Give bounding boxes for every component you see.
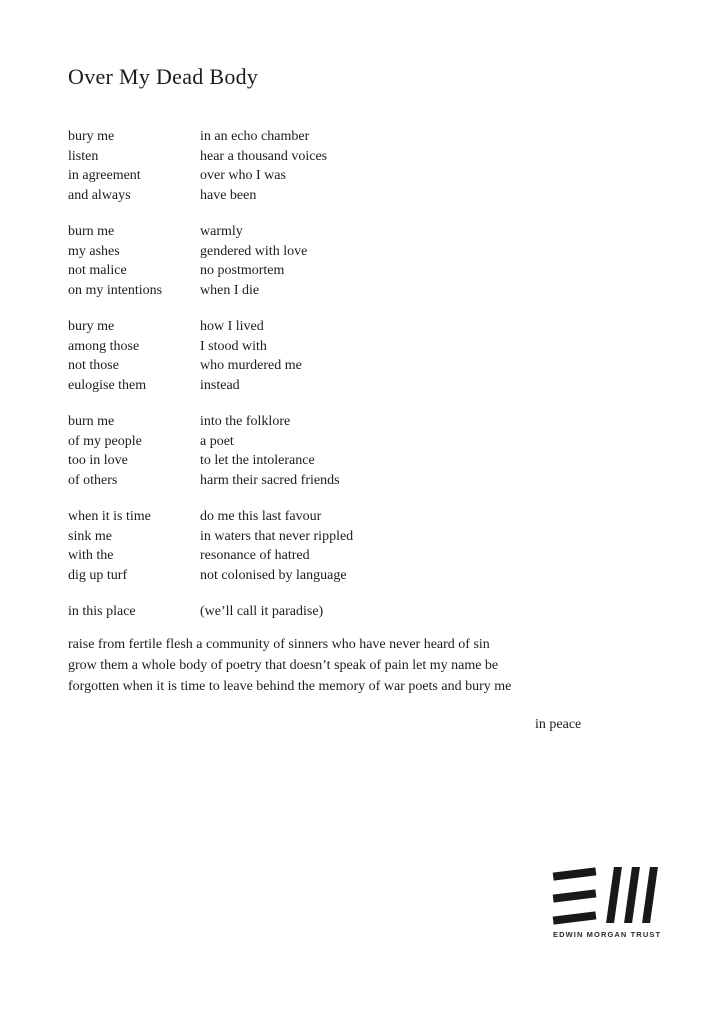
poem-right-phrase: no postmortem bbox=[200, 263, 285, 278]
poem-right-phrase: warmly bbox=[200, 224, 243, 239]
poem-line bbox=[68, 127, 353, 147]
poem-left-phrase: with the bbox=[68, 548, 114, 563]
poem-left-phrase: burn me bbox=[68, 224, 115, 239]
poem-line bbox=[68, 451, 353, 471]
poem-line bbox=[68, 186, 353, 206]
poem-line bbox=[68, 566, 353, 586]
poem-line bbox=[68, 222, 353, 242]
poem-line bbox=[68, 507, 353, 527]
poem-line bbox=[68, 412, 353, 432]
poem-line bbox=[68, 546, 353, 566]
poem-left-phrase: in this place bbox=[68, 604, 136, 619]
poem-right-phrase: resonance of hatred bbox=[200, 548, 310, 563]
poem-line bbox=[68, 166, 353, 186]
poem-line bbox=[68, 337, 353, 357]
poem-line bbox=[68, 376, 353, 396]
poem-left-phrase: and always bbox=[68, 187, 131, 203]
closing-line: grow them a whole body of poetry that doesn’t speak of pain let my name be bbox=[68, 658, 499, 673]
poem-left-phrase: burn me bbox=[68, 414, 115, 429]
poem-right-phrase: I stood with bbox=[200, 338, 267, 354]
poem-left-phrase: listen bbox=[68, 148, 99, 164]
poem-right-phrase: in waters that never rippled bbox=[200, 528, 354, 544]
poem-line bbox=[68, 261, 353, 281]
poem-line bbox=[68, 527, 353, 547]
logo-e-bar bbox=[553, 867, 597, 880]
poem-left-phrase: too in love bbox=[68, 453, 128, 468]
poem-right-phrase: instead bbox=[200, 377, 240, 393]
poem-right-phrase: to let the intolerance bbox=[200, 453, 315, 468]
poem-left-phrase: of others bbox=[68, 472, 118, 488]
closing-line: raise from fertile flesh a community of sinners who have never heard of sin bbox=[68, 637, 490, 652]
edwin-morgan-trust-logo bbox=[553, 866, 662, 941]
poem-line bbox=[68, 471, 353, 491]
poem-line bbox=[68, 242, 353, 262]
logo-m-bar bbox=[642, 867, 658, 923]
stanza-1 bbox=[68, 127, 353, 205]
poem-line bbox=[68, 317, 353, 337]
stanza-5 bbox=[68, 507, 353, 585]
poem-right-phrase: when I die bbox=[200, 282, 260, 298]
signoff-text: in peace bbox=[535, 717, 582, 732]
poem-left-phrase: dig up turf bbox=[68, 567, 128, 583]
stanza-6 bbox=[68, 602, 353, 622]
poem-line bbox=[68, 147, 353, 167]
poem-right-phrase: (we’ll call it paradise) bbox=[200, 604, 324, 619]
logo-m-bar bbox=[624, 867, 640, 923]
poem-left-phrase: my ashes bbox=[68, 243, 120, 259]
poem-line bbox=[68, 281, 353, 301]
poem-line bbox=[68, 356, 353, 376]
logo-e-bar bbox=[553, 889, 597, 902]
poem-right-phrase: who murdered me bbox=[200, 358, 302, 373]
poem-left-phrase: when it is time bbox=[68, 509, 151, 524]
poem-right-phrase: a poet bbox=[200, 433, 234, 449]
poem-body bbox=[68, 127, 353, 639]
poem-left-phrase: of my people bbox=[68, 433, 142, 449]
closing-line: forgotten when it is time to leave behind the memory of war poets and bury me bbox=[68, 679, 512, 694]
poem-left-phrase: in agreement bbox=[68, 168, 141, 183]
stanza-3 bbox=[68, 317, 353, 395]
stanza-2 bbox=[68, 222, 353, 300]
closing-paragraph bbox=[68, 634, 668, 697]
poem-line bbox=[68, 602, 353, 622]
poem-left-phrase: eulogise them bbox=[68, 377, 147, 393]
poem-right-phrase: over who I was bbox=[200, 168, 286, 183]
poem-left-phrase: not those bbox=[68, 358, 119, 373]
poem-line bbox=[68, 432, 353, 452]
em-monogram-icon bbox=[553, 866, 653, 924]
poem-right-phrase: not colonised by language bbox=[200, 567, 347, 583]
poem-left-phrase: bury me bbox=[68, 319, 115, 334]
poem-right-phrase: into the folklore bbox=[200, 414, 291, 429]
poem-left-phrase: bury me bbox=[68, 129, 115, 144]
page-title: Over My Dead Body bbox=[68, 64, 259, 89]
stanza-4 bbox=[68, 412, 353, 490]
poem-left-phrase: not malice bbox=[68, 263, 127, 278]
poem-left-phrase: sink me bbox=[68, 528, 112, 544]
poem-right-phrase: harm their sacred friends bbox=[200, 472, 340, 488]
poem-left-phrase: on my intentions bbox=[68, 282, 163, 298]
logo-m-bar bbox=[606, 867, 622, 923]
poem-right-phrase: gendered with love bbox=[200, 243, 308, 259]
poem-left-phrase: among those bbox=[68, 338, 140, 354]
poem-right-phrase: in an echo chamber bbox=[200, 129, 310, 144]
poem-right-phrase: do me this last favour bbox=[200, 509, 322, 524]
poem-right-phrase: hear a thousand voices bbox=[200, 148, 328, 164]
poem-right-phrase: have been bbox=[200, 187, 257, 203]
logo-wordmark: EDWIN MORGAN TRUST bbox=[553, 930, 662, 939]
poem-right-phrase: how I lived bbox=[200, 319, 264, 334]
logo-e-bar bbox=[553, 911, 597, 924]
